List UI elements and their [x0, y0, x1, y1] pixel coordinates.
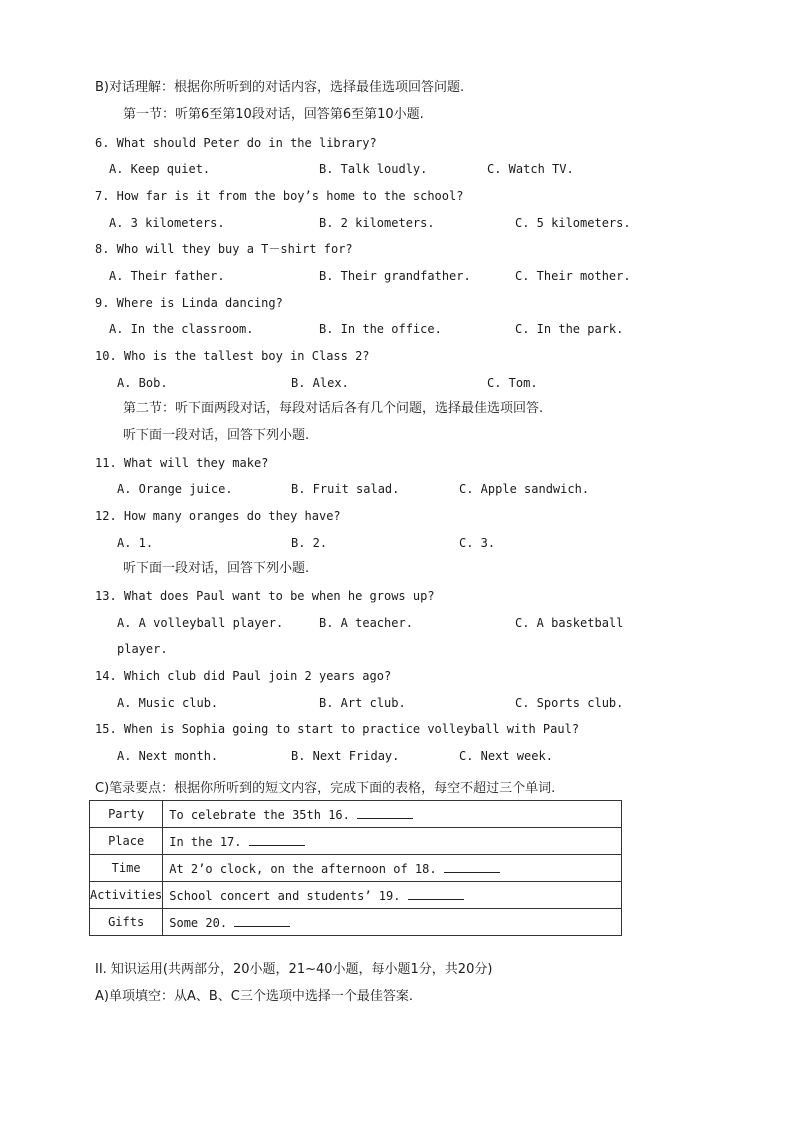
q13-option-b: B. A teacher. [319, 616, 413, 630]
question-9: 9. Where is Linda dancing? [95, 296, 283, 310]
answer-blank-18[interactable] [444, 861, 500, 873]
answer-blank-16[interactable] [357, 807, 413, 819]
q12-option-b: B. 2. [291, 536, 328, 550]
section-b-heading: B)对话理解：根据你所听到的对话内容，选择最佳选项回答问题. [95, 80, 465, 95]
row-text: In the 17. [169, 834, 249, 849]
q6-option-b: B. Talk loudly. [319, 162, 428, 176]
answer-blank-17[interactable] [249, 834, 305, 846]
q9-option-c: C. In the park. [515, 322, 624, 336]
row-text: School concert and students’ 19. [169, 888, 408, 903]
row-text: At 2’o clock, on the afternoon of 18. [169, 861, 444, 876]
q13-option-c: C. A basketball [515, 616, 624, 630]
q13-option-c-continued: player. [117, 642, 168, 656]
q15-option-c: C. Next week. [459, 749, 553, 763]
notes-table [89, 800, 622, 936]
q8-option-b: B. Their grandfather. [319, 269, 471, 283]
row-label-gifts: Gifts [90, 909, 163, 936]
q8-option-a: A. Their father. [109, 269, 225, 283]
table-row [90, 855, 622, 882]
q14-option-a: A. Music club. [117, 696, 219, 710]
row-label-time: Time [90, 855, 163, 882]
row-label-place: Place [90, 828, 163, 855]
question-6: 6. What should Peter do in the library? [95, 136, 377, 150]
q11-option-a: A. Orange juice. [117, 482, 233, 496]
q12-option-c: C. 3. [459, 536, 496, 550]
q10-option-a: A. Bob. [117, 376, 168, 390]
table-row [90, 882, 622, 909]
q11-option-b: B. Fruit salad. [291, 482, 400, 496]
q8-option-c: C. Their mother. [515, 269, 631, 283]
question-14: 14. Which club did Paul join 2 years ago? [95, 669, 392, 683]
section-c-heading: C)笔录要点：根据你所听到的短文内容，完成下面的表格，每空不超过三个单词. [95, 781, 556, 796]
answer-blank-20[interactable] [234, 915, 290, 927]
q15-option-b: B. Next Friday. [291, 749, 400, 763]
question-12: 12. How many oranges do they have? [95, 509, 341, 523]
q6-option-a: A. Keep quiet. [109, 162, 211, 176]
q7-option-b: B. 2 kilometers. [319, 216, 435, 230]
section-ii-heading: II. 知识运用(共两部分，20小题，21~40小题，每小题1分，共20分) [95, 962, 493, 977]
row-label-party: Party [90, 801, 163, 828]
q13-option-a: A. A volleyball player. [117, 616, 284, 630]
q12-option-a: A. 1. [117, 536, 154, 550]
part1-heading: 第一节：听第6至第10段对话，回答第6至第10小题. [123, 107, 424, 122]
answer-blank-19[interactable] [408, 888, 464, 900]
q7-option-c: C. 5 kilometers. [515, 216, 631, 230]
q10-option-c: C. Tom. [487, 376, 538, 390]
question-7: 7. How far is it from the boy’s home to the school? [95, 189, 464, 203]
row-content-gifts [163, 909, 622, 936]
q9-option-b: B. In the office. [319, 322, 442, 336]
section-ii-sub-a: A)单项填空：从A、B、C三个选项中选择一个最佳答案. [95, 989, 413, 1004]
question-11: 11. What will they make? [95, 456, 269, 470]
q7-option-a: A. 3 kilometers. [109, 216, 225, 230]
table-row [90, 909, 622, 936]
q14-option-b: B. Art club. [319, 696, 406, 710]
q9-option-a: A. In the classroom. [109, 322, 254, 336]
row-label-activities: Activities [90, 882, 163, 909]
row-content-activities [163, 882, 622, 909]
q14-option-c: C. Sports club. [515, 696, 624, 710]
part2-heading: 第二节：听下面两段对话，每段对话后各有几个问题，选择最佳选项回答. [123, 401, 544, 416]
row-content-time [163, 855, 622, 882]
q6-option-c: C. Watch TV. [487, 162, 574, 176]
q11-option-c: C. Apple sandwich. [459, 482, 590, 496]
row-text: Some 20. [169, 915, 235, 930]
table-row [90, 828, 622, 855]
table-row [90, 801, 622, 828]
question-8: 8. Who will they buy a T－shirt for? [95, 242, 353, 256]
row-content-party [163, 801, 622, 828]
q15-option-a: A. Next month. [117, 749, 219, 763]
question-10: 10. Who is the tallest boy in Class 2? [95, 349, 370, 363]
row-text: To celebrate the 35th 16. [169, 807, 358, 822]
dialogue-intro-2: 听下面一段对话，回答下列小题. [123, 561, 310, 576]
dialogue-intro-1: 听下面一段对话，回答下列小题. [123, 428, 310, 443]
q10-option-b: B. Alex. [291, 376, 349, 390]
question-13: 13. What does Paul want to be when he grows up? [95, 589, 435, 603]
row-content-place [163, 828, 622, 855]
question-15: 15. When is Sophia going to start to practice volleyball with Paul? [95, 722, 580, 736]
